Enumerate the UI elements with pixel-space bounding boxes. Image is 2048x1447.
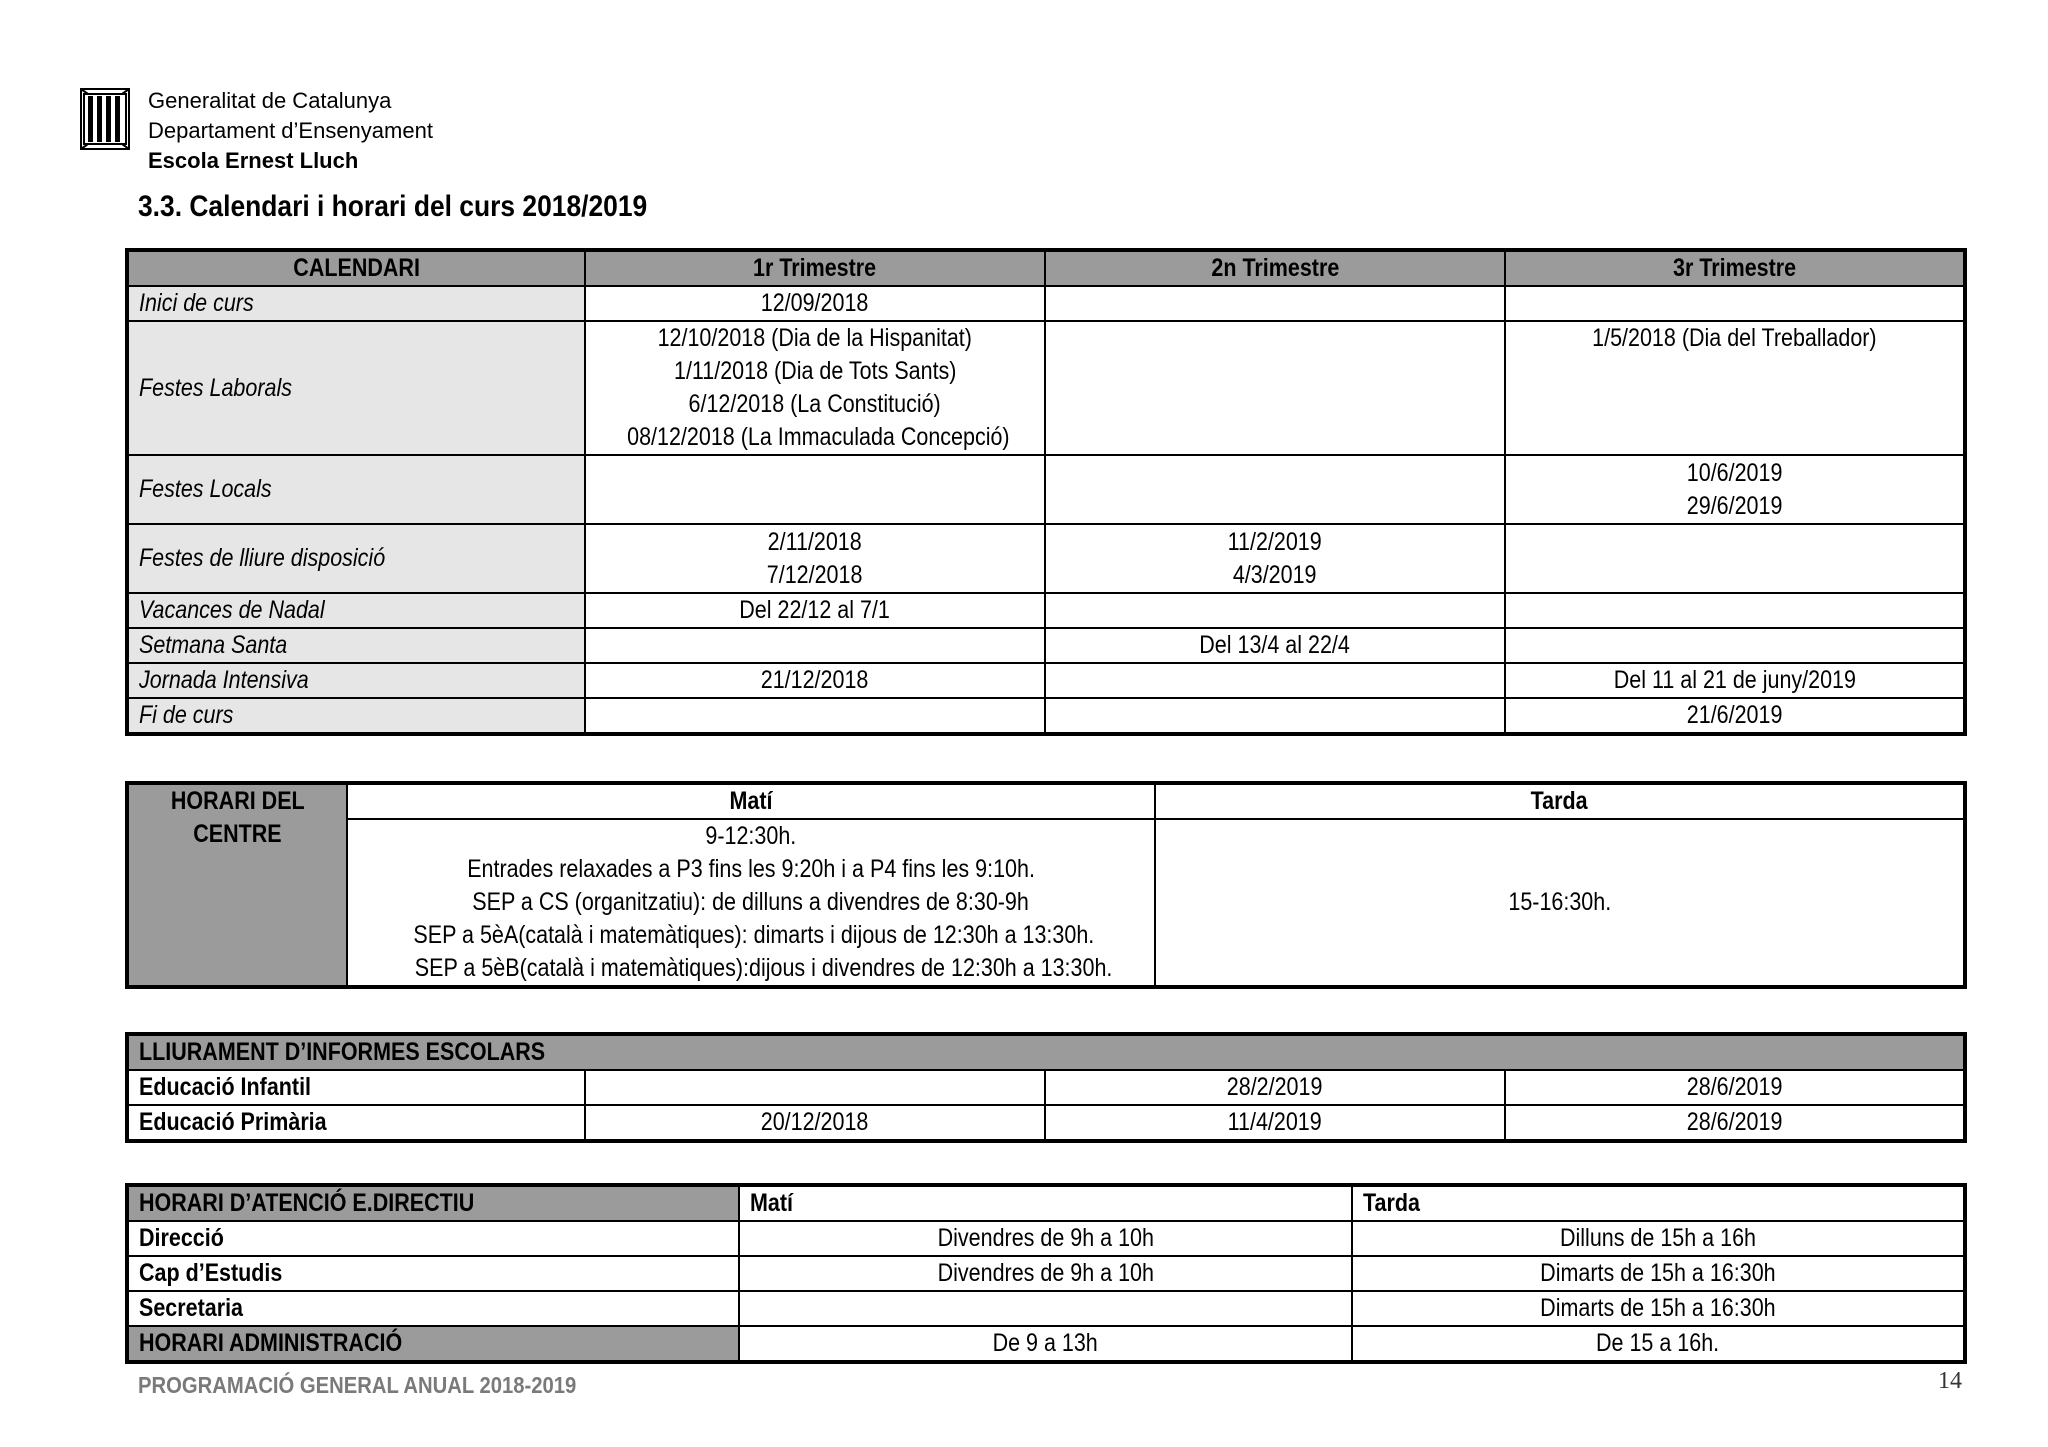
cell-t1 (585, 1070, 1045, 1105)
cell-t3: 28/6/2019 (1505, 1070, 1965, 1105)
horari-centre-table (125, 781, 1967, 989)
cell-t3: 1/5/2018 (Dia del Treballador) (1505, 321, 1965, 455)
cell-mati: Divendres de 9h a 10h (739, 1221, 1352, 1256)
cell-t3: 28/6/2019 (1505, 1105, 1965, 1141)
footer-title: PROGRAMACIÓ GENERAL ANUAL 2018-2019 (138, 1372, 577, 1398)
calendar-header: CALENDARI (127, 250, 585, 286)
atencio-title: HORARI D’ATENCIÓ E.DIRECTIU (127, 1185, 739, 1221)
cell-tarda: Dimarts de 15h a 16:30h (1352, 1291, 1965, 1326)
row-label: Educació Infantil (127, 1070, 585, 1105)
cell-t1 (585, 628, 1045, 663)
cell-t1 (585, 698, 1045, 734)
calendar-row-jornada-intensiva (127, 663, 1965, 698)
cell-t3: 10/6/2019 29/6/2019 (1505, 455, 1965, 524)
tarda-header: Tarda (1155, 783, 1965, 819)
horari-centre-label: HORARI DEL CENTRE (127, 783, 347, 987)
informes-row-primaria (127, 1105, 1965, 1141)
cell-t3: Del 11 al 21 de juny/2019 (1505, 663, 1965, 698)
atencio-table (125, 1183, 1967, 1364)
cell-mati: De 9 a 13h (739, 1326, 1352, 1362)
calendar-row-setmana-santa (127, 628, 1965, 663)
cell-t1: Del 22/12 al 7/1 (585, 593, 1045, 628)
row-label: Festes Locals (127, 455, 585, 524)
informes-row-infantil (127, 1070, 1965, 1105)
calendar-row-lliure-disposicio (127, 524, 1965, 593)
cell-t3 (1505, 286, 1965, 321)
cell-t2 (1045, 663, 1505, 698)
row-label: Secretaria (127, 1291, 739, 1326)
cell-t2: 11/4/2019 (1045, 1105, 1505, 1141)
cell-t2 (1045, 698, 1505, 734)
calendar-row-nadal (127, 593, 1965, 628)
row-label: Direcció (127, 1221, 739, 1256)
cell-tarda: Dimarts de 15h a 16:30h (1352, 1256, 1965, 1291)
cell-t2 (1045, 593, 1505, 628)
calendar-row-festes-laborals (127, 321, 1965, 455)
cell-t1: 12/09/2018 (585, 286, 1045, 321)
cell-mati: Divendres de 9h a 10h (739, 1256, 1352, 1291)
cell-tarda: Dilluns de 15h a 16h (1352, 1221, 1965, 1256)
cell-t1: 12/10/2018 (Dia de la Hispanitat) 1/11/2018 (Dia de Tots Sants) 6/12/2018 (La Constitució) 08/12/2018 (La Immaculada Concepció) (585, 321, 1045, 455)
row-label: Cap d’Estudis (127, 1256, 739, 1291)
mati-schedule: 9-12:30h. Entrades relaxades a P3 fins les 9:20h i a P4 fins les 9:10h. SEP a CS (organitzatiu): de dilluns a divendres de 8:30-9h SEP a 5èA(català i matemàtiques): dimarts i dijous de 12:30h a 13:30h. SEP a 5èB(català i matemàtiques):dijous i divendres de 12:30h a 13:30h. (347, 819, 1155, 987)
row-label: Educació Primària (127, 1105, 585, 1141)
row-label: Fi de curs (127, 698, 585, 734)
atencio-mati-header: Matí (739, 1185, 1352, 1221)
cell-t2: 11/2/2019 4/3/2019 (1045, 524, 1505, 593)
calendar-header-row (127, 250, 1965, 286)
cell-t2 (1045, 455, 1505, 524)
calendar-row-fi-de-curs (127, 698, 1965, 734)
cell-t1 (585, 455, 1045, 524)
atencio-row-administracio (127, 1326, 1965, 1362)
horari-centre-values-row (127, 819, 1965, 987)
trimester-1-header: 1r Trimestre (585, 250, 1045, 286)
school-name: Escola Ernest Lluch (148, 148, 359, 173)
informes-title-row (127, 1034, 1965, 1070)
row-label: Jornada Intensiva (127, 663, 585, 698)
org-line-2: Departament d’Ensenyament (148, 118, 433, 143)
cell-t3 (1505, 593, 1965, 628)
atencio-row-direccio (127, 1221, 1965, 1256)
cell-t2: 28/2/2019 (1045, 1070, 1505, 1105)
horari-centre-header-row (127, 783, 1965, 819)
cell-t2: Del 13/4 al 22/4 (1045, 628, 1505, 663)
generalitat-logo-icon (80, 88, 130, 150)
cell-tarda: De 15 a 16h. (1352, 1326, 1965, 1362)
row-label: Inici de curs (127, 286, 585, 321)
tarda-schedule: 15-16:30h. (1155, 819, 1965, 987)
atencio-row-secretaria (127, 1291, 1965, 1326)
cell-t1: 2/11/2018 7/12/2018 (585, 524, 1045, 593)
section-title: 3.3. Calendari i horari del curs 2018/2019 (138, 190, 648, 223)
atencio-header-row (127, 1185, 1965, 1221)
row-label: Festes Laborals (127, 321, 585, 455)
cell-t2 (1045, 286, 1505, 321)
calendar-row-festes-locals (127, 455, 1965, 524)
calendar-table (125, 248, 1967, 736)
informes-table (125, 1032, 1967, 1143)
informes-title: LLIURAMENT D’INFORMES ESCOLARS (127, 1034, 1965, 1070)
trimester-3-header: 3r Trimestre (1505, 250, 1965, 286)
row-label: Vacances de Nadal (127, 593, 585, 628)
atencio-tarda-header: Tarda (1352, 1185, 1965, 1221)
admin-label: HORARI ADMINISTRACIÓ (127, 1326, 739, 1362)
trimester-2-header: 2n Trimestre (1045, 250, 1505, 286)
cell-t1: 20/12/2018 (585, 1105, 1045, 1141)
org-name-block (148, 86, 433, 176)
cell-t1: 21/12/2018 (585, 663, 1045, 698)
cell-mati (739, 1291, 1352, 1326)
calendar-row-inici (127, 286, 1965, 321)
page-number: 14 (1938, 1368, 1962, 1394)
cell-t3 (1505, 628, 1965, 663)
mati-header: Matí (347, 783, 1155, 819)
row-label: Festes de lliure disposició (127, 524, 585, 593)
cell-t3 (1505, 524, 1965, 593)
cell-t2 (1045, 321, 1505, 455)
cell-t3: 21/6/2019 (1505, 698, 1965, 734)
atencio-row-cap-estudis (127, 1256, 1965, 1291)
row-label: Setmana Santa (127, 628, 585, 663)
org-line-1: Generalitat de Catalunya (148, 88, 392, 113)
